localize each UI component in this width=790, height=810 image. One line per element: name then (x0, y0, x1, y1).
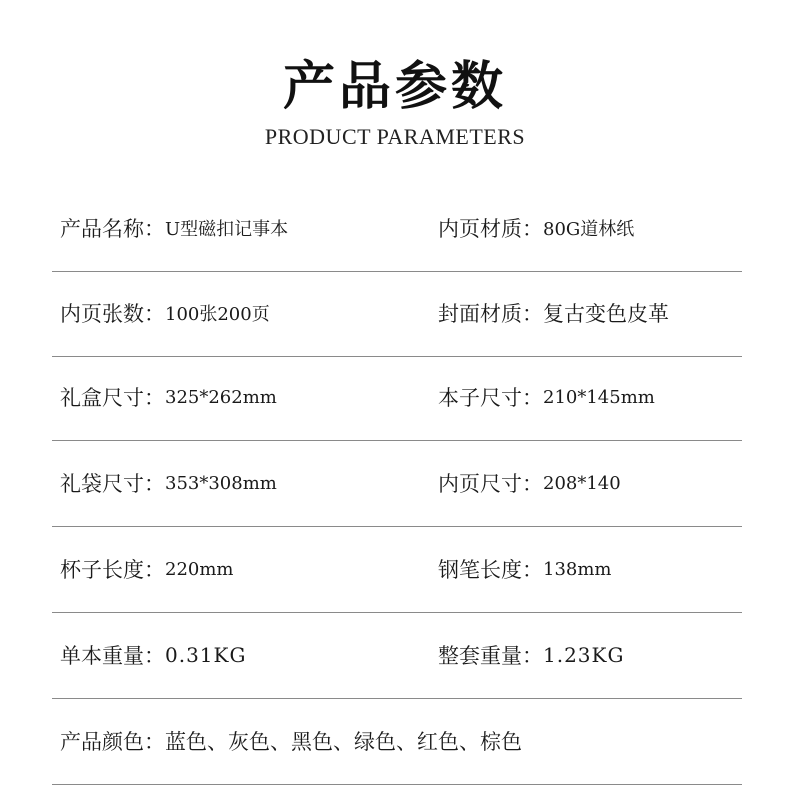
param-value: 复古变色皮革 (543, 302, 669, 326)
param-cup-length (60, 527, 234, 611)
param-label: 杯子长度： (60, 558, 165, 582)
param-set-weight (438, 613, 624, 697)
param-row (52, 527, 742, 613)
param-label: 内页材质： (438, 217, 543, 241)
param-gift-box-size (60, 355, 277, 439)
param-row (52, 355, 742, 441)
param-product-colors (60, 699, 522, 783)
param-row (52, 699, 742, 785)
param-value: U型磁扣记事本 (165, 219, 289, 240)
param-row (52, 186, 742, 272)
param-value: 208*140 (543, 472, 621, 494)
param-page-count (60, 271, 270, 355)
param-label: 钢笔长度： (438, 558, 543, 582)
param-notebook-size (438, 355, 655, 439)
param-value: 100张200页 (165, 304, 270, 325)
param-value: 210*145mm (543, 386, 655, 408)
param-value: 80G道林纸 (543, 219, 635, 240)
param-product-name (60, 186, 288, 270)
param-pen-length (438, 527, 612, 611)
param-inner-page-size (438, 441, 621, 525)
param-row (52, 613, 742, 699)
param-value: 220mm (165, 558, 234, 580)
param-cover-material (438, 271, 669, 355)
param-value: 蓝色、灰色、黑色、绿色、红色、棕色 (165, 730, 522, 754)
param-label: 产品颜色： (60, 730, 165, 754)
param-value: 353*308mm (165, 472, 277, 494)
param-value: 1.23KG (543, 643, 625, 667)
page-subtitle: PRODUCT PARAMETERS (264, 124, 526, 149)
param-row (52, 441, 742, 527)
param-label: 内页张数： (60, 302, 165, 326)
param-gift-bag-size (60, 441, 277, 525)
param-inner-material (438, 186, 634, 270)
param-label: 礼袋尺寸： (60, 472, 165, 496)
param-label: 单本重量： (60, 644, 165, 668)
param-label: 产品名称： (60, 217, 165, 241)
param-single-weight (60, 613, 246, 697)
param-label: 封面材质： (438, 302, 543, 326)
param-label: 礼盒尺寸： (60, 386, 165, 410)
param-row (52, 271, 742, 357)
param-label: 内页尺寸： (438, 472, 543, 496)
param-value: 0.31KG (165, 643, 247, 667)
param-label: 整套重量： (438, 644, 543, 668)
page-title: 产品参数 (282, 56, 507, 117)
param-value: 325*262mm (165, 386, 277, 408)
param-label: 本子尺寸： (438, 386, 543, 410)
param-value: 138mm (543, 558, 612, 580)
